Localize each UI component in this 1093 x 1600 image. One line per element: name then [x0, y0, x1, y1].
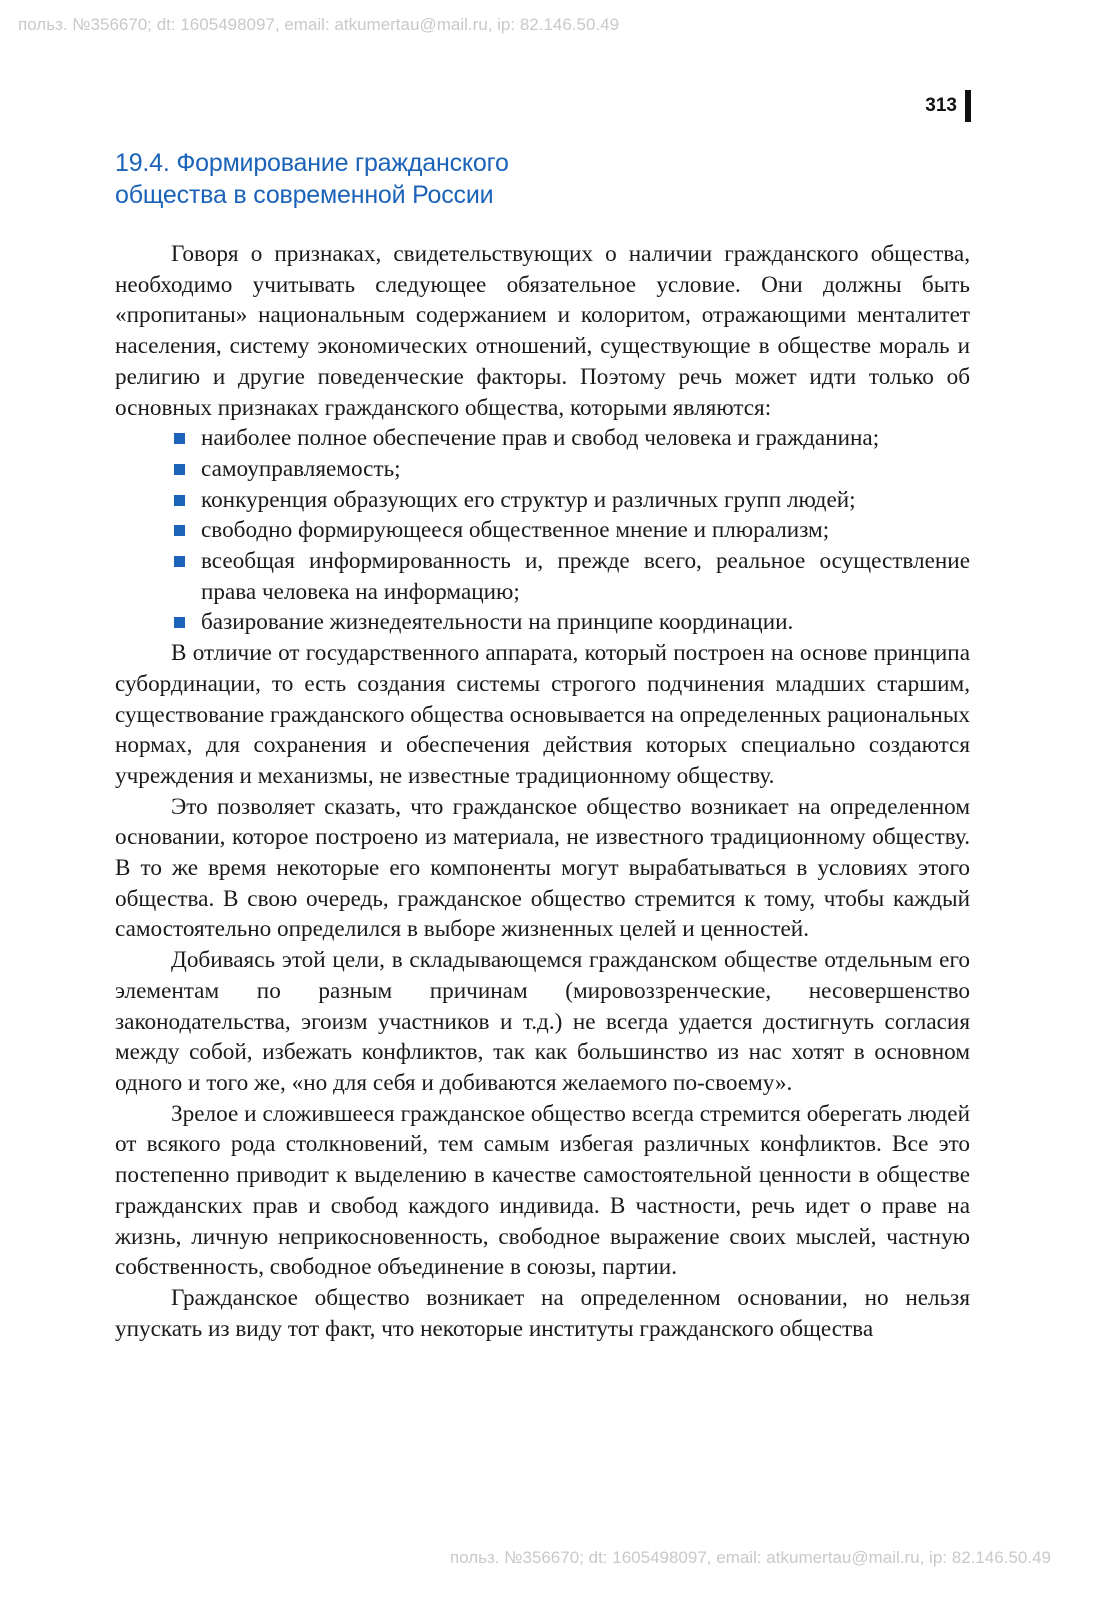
square-bullet-icon — [174, 617, 185, 628]
list-item-text: самоуправляемость; — [201, 455, 401, 482]
paragraph: Добиваясь этой цели, в складывающемся гражданском обществе отдельным его элементам по разным причинам (мировоззренческие, несовершенство законодательства, эгоизм участников и т.д.) не всегда удается достигнуть согласия между собой, избежать конфликтов, так как большинство из нас хотят в основном одного и того же, «но для себя и добиваются желаемого по-своему». — [115, 947, 970, 1096]
list-item — [115, 423, 970, 454]
paragraph: Зрелое и сложившееся гражданское общество всегда стремится оберегать людей от всякого рода столкновений, тем самым избегая различных конфликтов. Все это постепенно приводит к выделению в качестве самостоятельной ценности в обществе гражданских прав и свобод каждого индивида. В частности, речь идет о праве на жизнь, личную неприкосновенность, свободное выражение своих мыслей, частную собственность, свободное объединение в союзы, партии. — [115, 1100, 970, 1281]
list-item — [115, 454, 970, 485]
paragraph: Гражданское общество возникает на определенном основании, но нельзя упускать из виду тот факт, что некоторые институты гражданского общества — [115, 1284, 970, 1342]
intro-paragraph: Говоря о признаках, свидетельствующих о наличии гражданского общества, необходимо учитывать следующее обязательное условие. Они должны быть «пропитаны» национальным содержанием и колоритом, отражающими менталитет населения, систему экономических отношений, существующие в обществе мораль и религию и другие поведенческие факторы. Поэтому речь может идти только об основных признаках гражданского общества, которыми являются: — [115, 241, 970, 421]
page-number-bar — [965, 90, 971, 122]
square-bullet-icon — [174, 433, 185, 444]
page-number-text: 313 — [925, 95, 957, 116]
section-heading-line-1: 19.4. Формирование гражданского — [115, 149, 509, 177]
watermark-bottom: польз. №356670; dt: 1605498097, email: atkumertau@mail.ru, ip: 82.146.50.49 — [449, 1548, 1051, 1567]
paragraph: Это позволяет сказать, что гражданское общество возникает на определенном основании, которое построено из материала, не известного традиционному обществу. В то же время некоторые его компоненты могут вырабатываться в условиях этого общества. В свою очередь, гражданское общество стремится к тому, чтобы каждый самостоятельно определился в выборе жизненных целей и ценностей. — [115, 793, 970, 943]
square-bullet-icon — [174, 464, 185, 475]
square-bullet-icon — [174, 495, 185, 506]
section-heading-line-2: общества в современной России — [115, 181, 494, 209]
list-item-text: базирование жизнедеятельности на принципе координации. — [201, 609, 794, 636]
square-bullet-icon — [174, 556, 185, 567]
list-item-text: свободно формирующееся общественное мнение и плюрализм; — [201, 517, 830, 544]
list-item — [115, 485, 970, 516]
list-item — [115, 607, 970, 638]
list-item — [115, 546, 970, 607]
list-item-text: всеобщая информированность и, прежде всего, реальное осуществление права человека на информацию; — [201, 548, 970, 605]
list-item-text: наиболее полное обеспечение прав и свобод человека и гражданина; — [201, 425, 880, 452]
paragraph: В отличие от государственного аппарата, который построен на основе принципа субординации, то есть создания системы строгого подчинения младших старшим, существование гражданского общества основывается на определенных рациональных нормах, для сохранения и обеспечения действия которых специально создаются учреждения и механизмы, не известные традиционному обществу. — [115, 640, 970, 789]
features-list — [115, 423, 970, 638]
list-item — [115, 515, 970, 546]
square-bullet-icon — [174, 525, 185, 536]
list-item-text: конкуренция образующих его структур и различных групп людей; — [201, 486, 856, 513]
watermark-top: польз. №356670; dt: 1605498097, email: atkumertau@mail.ru, ip: 82.146.50.49 — [18, 15, 620, 34]
section-heading — [115, 147, 815, 211]
body-text — [115, 239, 970, 1344]
page-number — [925, 90, 971, 122]
